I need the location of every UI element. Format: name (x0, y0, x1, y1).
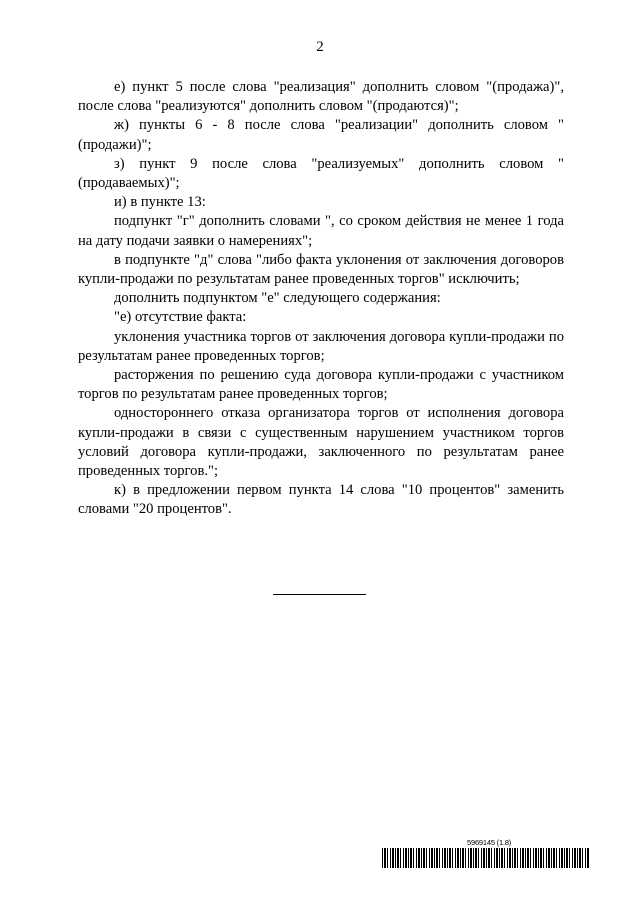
paragraph-item-z: з) пункт 9 после слова "реализуемых" дополнить словом "(продаваемых)"; (78, 155, 564, 192)
paragraph-add-subitem-e: дополнить подпунктом "е" следующего содержания: (114, 290, 441, 307)
paragraph-quote-start: "е) отсутствие факта: (114, 309, 247, 326)
paragraph-subitem-d: в подпункте "д" слова "либо факта уклонения от заключения договоров купли-продажи по результатам ранее проведенных торгов" исключить; (78, 251, 564, 288)
paragraph-termination: расторжения по решению суда договора купли-продажи с участником торгов по результатам ранее проведенных торгов; (78, 367, 564, 403)
paragraph-unilateral-refusal: одностороннего отказа организатора торгов от исполнения договора купли-продажи в связи с существенным нарушением участником торгов условий договора купли-продажи, заключенного по результатам ранее проведенных торгов."; (78, 405, 564, 480)
document-body (78, 78, 564, 520)
paragraph-item-zh: ж) пункты 6 - 8 после слова "реализации" дополнить словом "(продажи)"; (78, 117, 564, 153)
barcode-caption: 5969145 (1.8) (467, 838, 512, 847)
paragraph-item-k: к) в предложении первом пункта 14 слова "10 процентов" заменить словами "20 процентов". (78, 482, 564, 518)
paragraph-item-e: е) пункт 5 после слова "реализация" дополнить словом "(продажа)", после слова "реализуются" дополнить словом "(продаются)"; (78, 79, 564, 115)
closing-rule (273, 594, 366, 595)
paragraph-item-i: и) в пункте 13: (114, 194, 206, 211)
paragraph-subitem-g: подпункт "г" дополнить словами ", со сроком действия не менее 1 года на дату подачи заявки о намерениях"; (78, 213, 564, 249)
paragraph-evasion: уклонения участника торгов от заключения договора купли-продажи по результатам ранее проведенных торгов; (78, 328, 564, 364)
barcode-icon (382, 848, 590, 868)
page-number: 2 (316, 39, 324, 55)
